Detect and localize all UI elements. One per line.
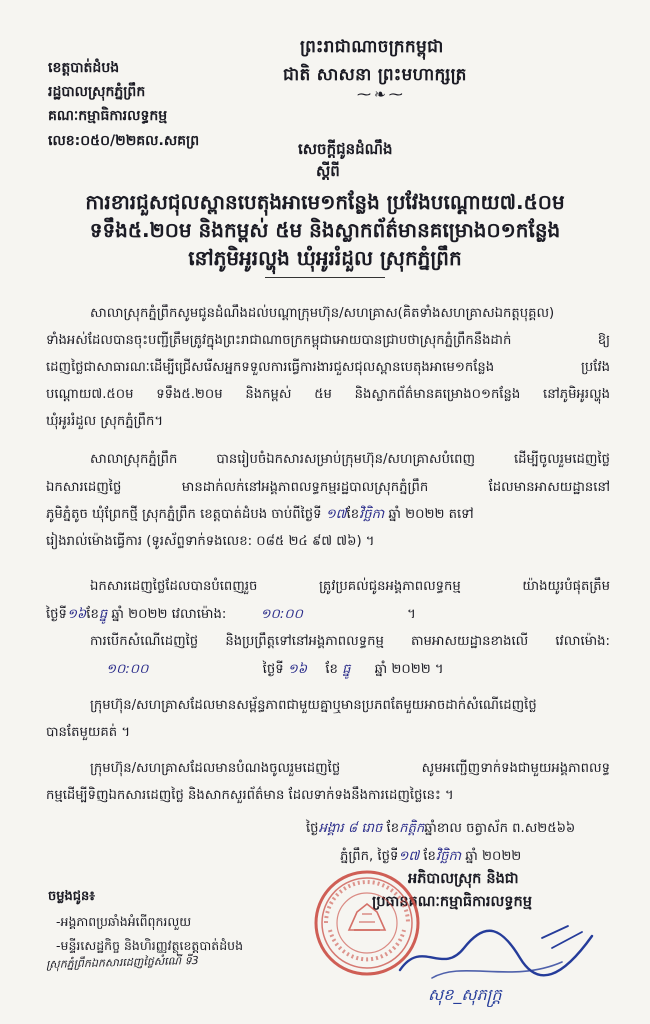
cc-item-2: -មន្ទីរសេដ្ឋកិច្ច និងហិរញ្ញវត្ថុខេត្តបាត់ដំបង [56,938,244,953]
deadline-month: ធ្នូ [98,607,108,622]
p1-line-4: បណ្តោយ៧.៥០ម ទទឹង៥.២០ម និងកម្ពស់ ៥ម និងស្លាកព័ត៌មានគម្រោង០១កន្លែង នៅភូមិអូរល្ហុង [46,387,610,402]
start-month-label: ខែ [346,507,360,522]
opening-year: ឆ្នាំ ២០២២ ។ [374,662,444,677]
issuer-district: រដ្ឋបាលស្រុកភ្នំព្រឹក [48,84,146,100]
p1-line-1: សាលាស្រុកភ្នំព្រឹកសូមជូនដំណឹងដល់បណ្តាក្រុមហ៊ុន/សហគ្រាស(គិតទាំងសហគ្រាសឯកត្តបុគ្គល) [90,306,555,321]
p6-line-1: ក្រុមហ៊ុន/សហគ្រាសដែលមានបំណងចូលរួមដេញថ្លៃ សូមអញ្ជើញទាក់ទងជាមួយអង្គភាពលទ្ធ [90,761,610,776]
deadline-year: ឆ្នាំ ២០២២ វេលាម៉ោង: [111,607,227,622]
p1-line-2: ទាំងអស់ដែលបានចុះបញ្ជីត្រឹមត្រូវក្នុងព្រះរាជាណាចក្រកម្ពុជាអោយបានជ្រាបថាស្រុកភ្នំព្រឹកនឹងដាក់ ឱ្យ [46,333,610,348]
solar-date [340,843,521,870]
p2-line-3 [46,501,474,528]
title-line-3: នៅភូមិអូរល្ហុង ឃុំអូររំដួល ស្រុកភ្នំព្រឹក [188,246,462,270]
opening-month: ធ្នូ [342,662,351,677]
issuer-province: ខេត្តបាត់ដំបង [48,60,120,76]
p5-line-2: បានតែមួយគត់ ។ [46,725,131,740]
kingdom-heading: ព្រះរាជាណាចក្រកម្ពុជា [300,37,444,57]
deadline-end: ។ [407,607,416,622]
start-month: វិច្ឆិកា [359,507,385,522]
document-type: សេចក្តីជូនដំណឹង [298,140,393,158]
title-line-1: ការខារជួសជុលស្ពានបេតុងអាមេ១កន្លែង ប្រវែងបណ្តោយ៧.៥០ម [85,190,565,214]
motto-heading: ជាតិ សាសនា ព្រះមហាក្សត្រ [283,65,467,85]
issuer-committee: គណៈកម្មាធិការលទ្ធកម្ម [48,108,168,124]
opening-time: ១០:០០ [106,662,149,677]
p2-line-1: សាលាស្រុកភ្នំព្រឹក បានរៀបចំឯកសារសម្រាប់ក្រុមហ៊ុន/សហគ្រាសបំពេញ ដើម្បីចូលរួមដេញថ្លៃ [90,452,610,467]
opening-day-label: ថ្ងៃទី [262,662,284,677]
header-ornament: ⁓❧⁓ [357,87,406,103]
opening-month-label: ខែ [325,662,338,677]
p4-line-2 [46,656,444,683]
deadline-day-label: ថ្ងៃទី [46,607,67,622]
signatory-title-1: អភិបាលស្រុក និងជា [408,871,519,887]
deadline-time: ១០:០០ [260,607,303,622]
lunar-date-fill: អង្គារ ៨ រោច [318,821,383,836]
solar-date-prefix: ភ្នំព្រឹក, ថ្ងៃទី [340,849,399,864]
start-day: ១៧ [325,507,347,522]
deadline-day: ១៦ [66,607,87,622]
lunar-date-prefix: ថ្ងៃ [306,821,319,836]
signatory-title-2: ប្រធានគណៈកម្មាធិការលទ្ធកម្ម [372,894,532,910]
title-line-2: ទទឹង៥.២០ម និងកម្ពស់ ៥ម និងស្លាកព័ត៌មានគម្រោង០១កន្លែង [89,218,561,242]
solar-year: ឆ្នាំ ២០២២ [465,849,522,864]
title-underline [265,277,385,278]
lunar-date [306,815,575,842]
cc-item-1: -អង្គភាពប្រឆាំងអំពើពុករលួយ [56,914,192,929]
lunar-year: ឆ្នាំខាល ចត្វាស័ក ព.ស២៥៦៦ [424,821,576,836]
p6-line-2: កម្មដើម្បីទិញឯកសារដេញថ្លៃ និងសាកសួរព័ត៌មាន ដែលទាក់ទងនឹងការដេញថ្លៃនេះ ។ [46,788,454,803]
p3-line-2 [46,601,416,628]
p2-line-3-text: ភូមិភ្នំតូច ឃុំព្រែកថ្មី ស្រុកភ្នំព្រឹក ខេត្តបាត់ដំបង ចាប់ពីថ្ងៃទី [46,507,322,522]
solar-month-label: ខែ [423,849,436,864]
deadline-month-label: ខែ [86,607,99,622]
lunar-month: កត្តិក [399,821,425,836]
p1-line-5: ឃុំអូររំដួល ស្រុកភ្នំព្រឹក។ [46,414,164,429]
p3-line-1: ឯកសារដេញថ្លៃដែលបានបំពេញរួច ត្រូវប្រគល់ជូនអង្គភាពលទ្ធកម្ម យ៉ាងយូរបំផុតត្រឹម [90,579,610,594]
regarding-label: ស្តីពី [316,162,340,180]
p2-line-2: ឯកសារដេញថ្លៃ មានដាក់លក់នៅអង្គភាពលទ្ធកម្មរដ្ឋបាលស្រុកភ្នំព្រឹក ដែលមានអាសយដ្ឋាននៅ [46,480,610,495]
reference-number: លេខ:០៥០/២២គល.សគព្រ [48,133,200,149]
p2-line-4: រៀងរាល់ម៉ោងធ្វើការ (ទូរស័ព្ទទាក់ទងលេខ: ០៨៥ ២៤ ៩៧ ៧៦) ។ [46,534,375,549]
p4-line-1: ការបើកសំណើដេញថ្លៃ និងប្រព្រឹត្តទៅនៅអង្គភាពលទ្ធកម្ម តាមអាសយដ្ឋានខាងលើ វេលាម៉ោង: [90,634,610,649]
start-year: ឆ្នាំ ២០២២ តទៅ [388,507,474,522]
p1-line-3: ដេញថ្លៃជាសាធារណៈដើម្បីជ្រើសរើសអ្នកទទួលការធ្វើការងារជួសជុលស្ពានបេតុងអាមេ១កន្លែង ប្រវែង [46,360,610,375]
solar-month: វិច្ឆិកា [435,849,462,864]
signatory-name: សុខ_សុភក្ត្រ [428,985,502,1004]
signature-icon [392,918,602,990]
cc-label: ចម្លងជូន៖ [48,889,95,904]
cc-footnote: ស្រុកភ្នំព្រឹកឯកសារដេញថ្លៃសំណើ ទី3 [45,954,199,971]
solar-day: ១៧ [398,849,420,864]
p5-line-1: ក្រុមហ៊ុន/សហគ្រាសដែលមានសម្ព័ន្ធភាពជាមួយគ្នាឬមានប្រភពតែមួយអាចដាក់សំណើដេញថ្លៃ [90,698,537,713]
lunar-month-label: ខែ [386,821,400,836]
opening-day: ១៦ [287,662,308,677]
